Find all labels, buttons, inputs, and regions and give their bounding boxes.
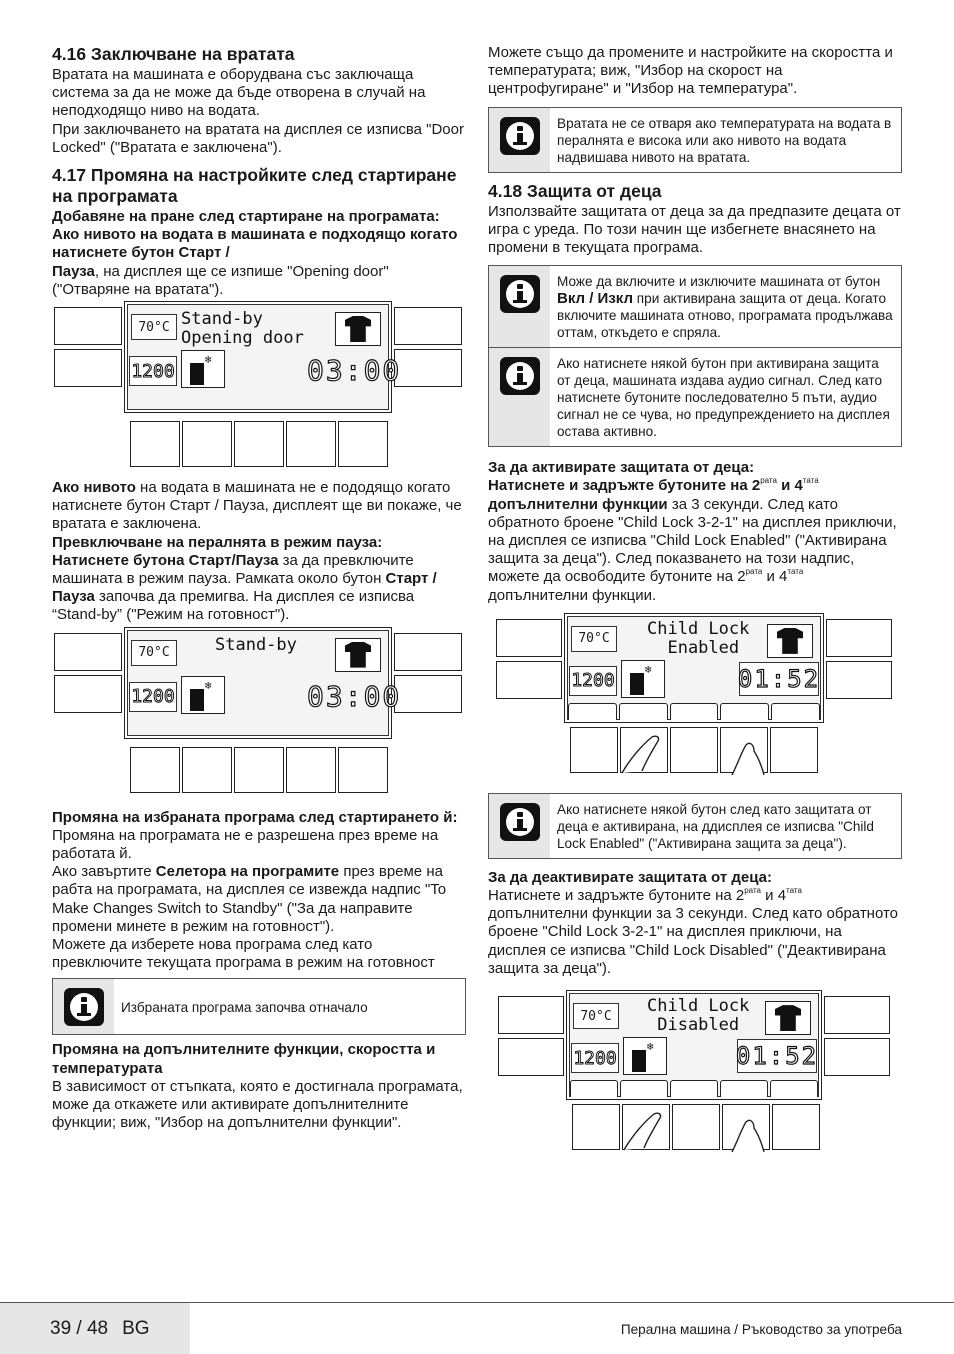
change-program-para1: Промяна на програмата не е разрешена през време на работата й. — [52, 826, 439, 863]
display-message: Child Lock Disabled — [647, 996, 750, 1036]
left-column — [52, 44, 466, 1133]
info-box — [488, 348, 902, 447]
shirt-icon — [335, 312, 381, 346]
temperature-box: 70°C — [573, 1003, 619, 1029]
function-button-1 — [130, 421, 180, 467]
child-lock-intro: Използвайте защитата от деца за да предпазите децата от игра с уреда. По този начин ще избегнете внасянето на промени в текущата програма. — [488, 202, 901, 257]
remaining-time-box: 01:52 — [739, 662, 819, 696]
info-text: Ако натиснете някой бутон след като защитата от деца е активирана, на ддисплея се изписва "Child Lock Enabled" ("Активирана защита за деца"). — [550, 794, 901, 858]
info-icon — [53, 979, 114, 1034]
function-button-1 — [570, 727, 618, 773]
spin-box: 1200 — [571, 1043, 619, 1073]
function-button-3 — [670, 727, 718, 773]
right-column — [488, 44, 902, 1166]
function-button-5 — [338, 421, 388, 467]
function-button-4 — [286, 421, 336, 467]
spin-box: 1200 — [569, 666, 617, 696]
function-button-1 — [572, 1104, 620, 1150]
section-4-16-para2: При заключването на вратата на дисплея се изписва "Door Locked" ("Вратата е заключена"). — [52, 120, 464, 156]
info-text: Избраната програма започва отначало — [114, 979, 465, 1034]
side-key — [826, 661, 892, 699]
speed-temp-para: Можете също да промените и настройките на скоростта и температурата; виж, "Избор на скорост на центрофугиране" и "Избор на температура". — [488, 44, 893, 98]
info-box — [488, 107, 902, 173]
page-number-box — [0, 1303, 190, 1354]
function-button-2 — [182, 747, 232, 793]
spin-box: 1200 — [129, 682, 177, 712]
temperature-box: 70°C — [131, 314, 177, 340]
side-key — [394, 307, 462, 345]
hand-icon — [724, 733, 774, 777]
lcd-screen — [124, 627, 402, 739]
child-lock-icon: ❄ — [181, 350, 225, 388]
change-options-subtitle: Промяна на допълнителните функции, скоростта и температурата — [52, 1041, 436, 1077]
display-message: Stand-by — [215, 634, 297, 655]
lcd-screen — [124, 301, 402, 413]
side-key — [54, 633, 122, 671]
activate-child-lock-para: Натиснете и задръжте бутоните на $2^{рата}$ и $4^{тата}$ допълнителни функции за 3 секунди. След като обратното броене "Child Lock 3-2-1" на дисплея приключи, на дисплея се изписва "Child Lock Enabled" ("Активирана защита за деца"). След показването на този надпис, можете да освободите бутоните на $2^{рата}$ и $4^{тата}$ допълнителни функции. — [488, 476, 897, 604]
function-button-5 — [772, 1104, 820, 1150]
water-level-subtitle: Ако нивото на водата в машината е подходящо когато натиснете бутон Старт / — [52, 226, 458, 262]
display-illustration-standby — [52, 633, 466, 797]
change-program-subtitle: Промяна на избраната програма след стартирането й: — [52, 808, 458, 826]
remaining-time-box: 01:52 — [737, 1039, 817, 1073]
function-button-5 — [338, 747, 388, 793]
side-key — [394, 633, 462, 671]
function-button-3 — [672, 1104, 720, 1150]
side-key — [496, 661, 562, 699]
function-button-3 — [234, 747, 284, 793]
deactivate-child-lock-subtitle: За да деактивирате защитата от деца: — [488, 868, 772, 886]
change-options-para: В зависимост от стъпката, която е достигнала програмата, може да откажете или активирате допълнителните функции; виж, "Избор на допълнителни функции". — [52, 1077, 463, 1132]
hand-icon — [618, 1108, 668, 1152]
pause-mode-subtitle: Превключване на пералнята в режим пауза: — [52, 533, 383, 551]
function-button-5 — [770, 727, 818, 773]
display-message: Child Lock Enabled — [647, 618, 750, 658]
shirt-icon — [765, 1001, 811, 1035]
hand-icon — [724, 1110, 774, 1154]
side-key — [824, 996, 890, 1034]
side-key — [498, 996, 564, 1034]
side-key — [824, 1038, 890, 1076]
lcd-screen — [564, 613, 824, 723]
info-icon — [489, 794, 550, 858]
display-illustration-child-lock-disabled — [488, 990, 902, 1158]
temperature-box: 70°C — [571, 626, 617, 652]
change-program-para2: Ако завъртите Селетора на програмите през време на рабта на програмата, на дисплея се извежда надпис "To Make Changes Switch to Standby" ("За да направите промени минете в режим на готовност"). — [52, 863, 447, 935]
section-4-18-title: 4.18 Защита от деца — [488, 180, 662, 201]
side-key — [54, 675, 122, 713]
info-text: Ако натиснете някой бутон при активирана защита от деца, машината издава аудио сигнал. След като натиснете бутоните последователно 5 пъти, аудио сигнал не се чува, но предупреждението на дисплея остава активно. — [550, 348, 901, 446]
info-box — [52, 978, 466, 1035]
section-4-17-title: 4.17 Промяна на настройките след стартиране на програмата — [52, 165, 457, 207]
info-box — [488, 265, 902, 348]
display-message: Stand-by Opening door — [181, 309, 304, 349]
info-icon — [489, 266, 550, 347]
info-box-group — [488, 265, 902, 447]
side-key — [498, 1038, 564, 1076]
info-text: Може да включите и изключите машината от бутон Вкл / Изкл при активирана защита от деца. Когато включите машината отново, програмата продължава оттам, откъдето е спряла. — [550, 266, 901, 347]
side-key — [54, 307, 122, 345]
child-lock-icon: ❄ — [623, 1037, 667, 1075]
add-laundry-subtitle: Добавяне на пране след стартиране на програмата: — [52, 208, 440, 226]
side-key — [394, 349, 462, 387]
function-button-2 — [182, 421, 232, 467]
side-key — [496, 619, 562, 657]
screen-tabs — [570, 1080, 818, 1097]
pause-mode-para: Натиснете бутона Старт/Пауза за да превключите машината в режим пауза. Рамката около бутон Старт / Пауза започва да премигва. На дисплея се изписва “Stand-by” ("Режим на готовност"). — [52, 551, 437, 624]
remaining-time: 03:00 — [307, 679, 402, 713]
page-footer — [0, 1302, 954, 1354]
display-illustration-opening-door — [52, 307, 466, 471]
water-level-locked-para: Ако нивото на водата в машината не е пододящо когато натиснете бутон Старт / Пауза, дисплеят ще ви покаже, че вратата е заключена. — [52, 479, 462, 533]
side-key — [826, 619, 892, 657]
temperature-box: 70°C — [131, 640, 177, 666]
child-lock-icon: ❄ — [181, 676, 225, 714]
info-icon — [489, 108, 550, 172]
language-code: BG — [122, 1318, 150, 1339]
change-program-para3: Можете да изберете нова програма след като превключите текущата програма в режим на готовност — [52, 936, 435, 972]
remaining-time: 03:00 — [307, 354, 402, 388]
function-button-1 — [130, 747, 180, 793]
lcd-screen — [566, 990, 822, 1100]
child-lock-icon: ❄ — [621, 660, 665, 698]
shirt-icon — [335, 638, 381, 672]
hand-icon — [616, 731, 666, 775]
spin-box: 1200 — [129, 356, 177, 386]
info-text: Вратата не се отваря ако температурата на водата в пералнята е висока или ако нивото на водата надвишава нивото на вратата. — [550, 108, 901, 172]
opening-door-para: Пауза, на дисплея ще се изпише "Opening door" ("Отваряне на вратата"). — [52, 262, 389, 298]
footer-title: Перална машина / Ръководство за употреба — [620, 1322, 902, 1337]
activate-child-lock-subtitle: За да активирате защитата от деца: — [488, 459, 755, 477]
display-illustration-child-lock-enabled — [488, 613, 902, 781]
info-box — [488, 793, 902, 859]
function-button-3 — [234, 421, 284, 467]
deactivate-child-lock-para: Натиснете и задръжте бутоните на $2^{рата}$ и $4^{тата}$ допълнителни функции за 3 секунди. След като обратното броене "Child Lock 3-2-1" на дисплея приключи, на дисплея се изписва "Child Lock Disabled" ("Деактивирана защита за деца"). — [488, 886, 899, 977]
function-button-4 — [286, 747, 336, 793]
shirt-icon — [767, 624, 813, 658]
side-key — [394, 675, 462, 713]
info-icon — [489, 348, 550, 446]
screen-tabs — [568, 703, 820, 720]
page-number: 39 / 48 — [50, 1318, 109, 1339]
section-4-16-para1: Вратата на машината е оборудвана със заключаща система за да не може да бъде отворена в случай на неподходящо ниво на водата. — [52, 66, 426, 120]
side-key — [54, 349, 122, 387]
section-4-16-title: 4.16 Заключване на вратата — [52, 44, 295, 64]
